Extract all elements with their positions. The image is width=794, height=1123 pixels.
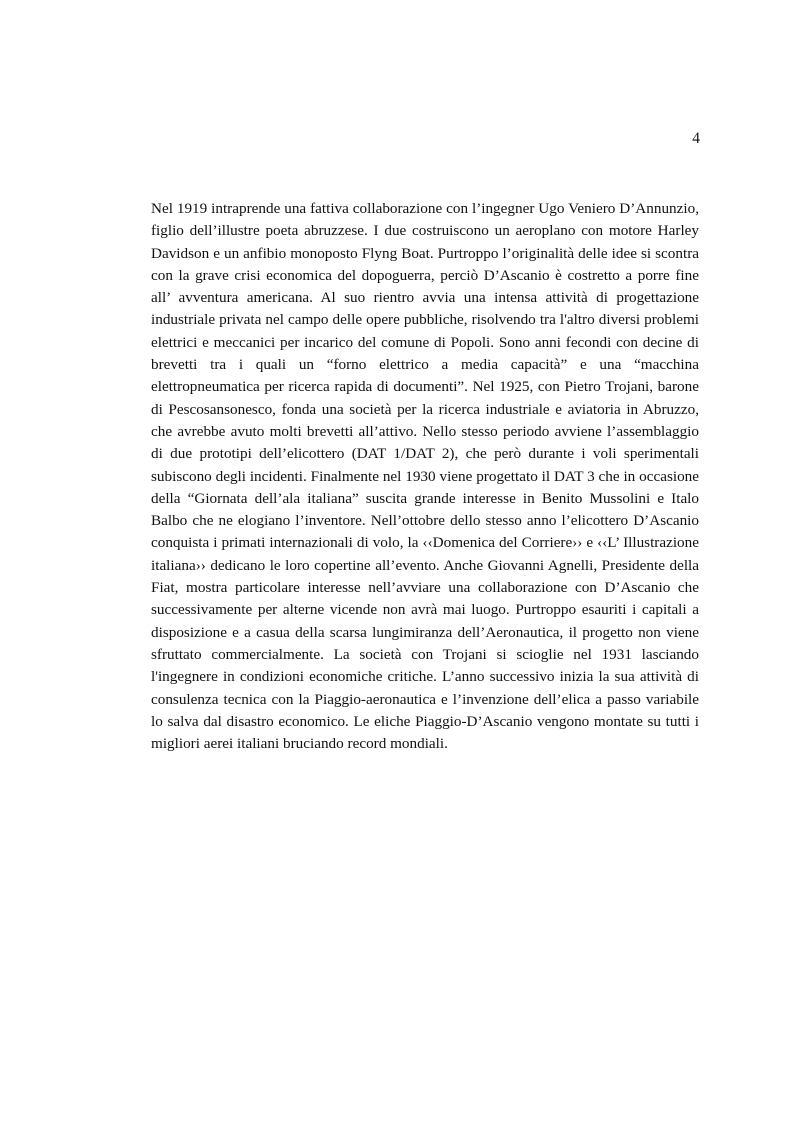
body-paragraph: Nel 1919 intraprende una fattiva collaborazione con l’ingegner Ugo Veniero D’Annunzio, figlio dell’illustre poeta abruzzese. I due costruiscono un aeroplano con motore Harley Davidson e un anfibio monoposto Flyng Boat. Purtroppo l’originalità delle idee si scontra con la grave crisi economica del dopoguerra, perciò D’Ascanio è costretto a porre fine all’ avventura americana. Al suo rientro avvia una intensa attività di progettazione industriale privata nel campo delle opere pubbliche, risolvendo tra l'altro diversi problemi elettrici e meccanici per incarico del comune di Popoli. Sono anni fecondi con decine di brevetti tra i quali un “forno elettrico a media capacità” e una “macchina elettropneumatica per ricerca rapida di documenti”. Nel 1925, con Pietro Trojani, barone di Pescosansonesco, fonda una società per la ricerca industriale e aviatoria in Abruzzo, che avrebbe avuto molti brevetti all’attivo. Nello stesso periodo avviene l’assemblaggio di due prototipi dell’elicottero (DAT 1/DAT 2), che però durante i voli sperimentali subiscono degli incidenti. Finalmente nel 1930 viene progettato il DAT 3 che in occasione della “Giornata dell’ala italiana” suscita grande interesse in Benito Mussolini e Italo Balbo che ne elogiano l’inventore. Nell’ottobre dello stesso anno l’elicottero D’Ascanio conquista i primati internazionali di volo, la ‹‹Domenica del Corriere›› e ‹‹L’ Illustrazione italiana›› dedicano le loro copertine all’evento. Anche Giovanni Agnelli, Presidente della Fiat, mostra particolare interesse nell’avviare una collaborazione con D’Ascanio che successivamente per alterne vicende non avrà mai luogo. Purtroppo esauriti i capitali a disposizione e a casua della scarsa lungimiranza dell’Aeronautica, il progetto non viene sfruttato commercialmente. La società con Trojani si scioglie nel 1931 lasciando l'ingegnere in condizioni economiche critiche. L’anno successivo inizia la sua attività di consulenza tecnica con la Piaggio-aeronautica e l’invenzione dell’elica a passo variabile lo salva dal disastro economico. Le eliche Piaggio-D’Ascanio vengono montate su tutti i migliori aerei italiani bruciando record mondiali. [151, 200, 699, 753]
page-number: 4 [692, 130, 700, 147]
